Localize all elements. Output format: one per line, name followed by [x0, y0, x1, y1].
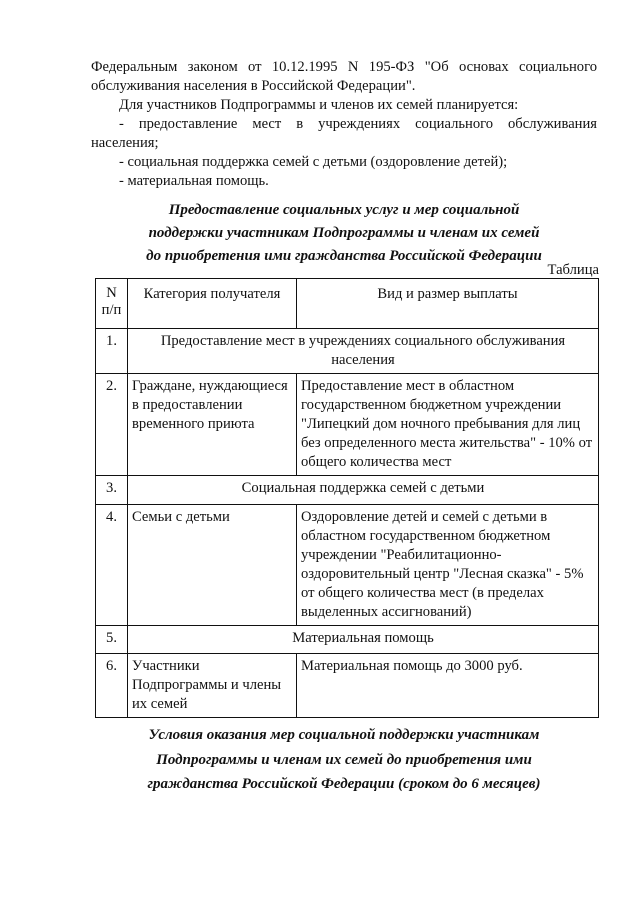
- table-section-row: [96, 329, 599, 374]
- row-num: 2.: [96, 374, 128, 476]
- category-cell: Семьи с детьми: [128, 505, 297, 626]
- row-num: 6.: [96, 654, 128, 718]
- intro-list-item: - социальная поддержка семей с детьми (оздоровление детей);: [119, 154, 508, 170]
- section-heading: [91, 199, 597, 268]
- intro-line: Для участников Подпрограммы и членов их семей планируется:: [119, 97, 519, 113]
- heading-line: Условия оказания мер социальной поддержки участникам: [148, 727, 540, 743]
- header-payment: Вид и размер выплаты: [297, 279, 599, 329]
- header-num-line: N: [106, 285, 117, 301]
- intro-list-item: - предоставление мест в учреждениях социального обслуживания: [119, 116, 597, 132]
- intro-line: населения;: [91, 135, 159, 151]
- table-row: [96, 374, 599, 476]
- payment-cell: Оздоровление детей и семей с детьми в областном государственном бюджетном учреждении "Реабилитационно-оздоровительный центр "Лесная сказка" - 5% от общего количества мест (в пределах выделенных ассигнований): [297, 505, 599, 626]
- section-cell: Материальная помощь: [128, 626, 599, 654]
- table-row: [96, 654, 599, 718]
- benefits-table: [95, 278, 599, 718]
- table-row: [96, 505, 599, 626]
- category-cell: Граждане, нуждающиеся в предоставлении временного приюта: [128, 374, 297, 476]
- row-num: 3.: [96, 476, 128, 505]
- heading-line: гражданства Российской Федерации (сроком до 6 месяцев): [147, 776, 541, 792]
- intro-line: Федеральным законом от 10.12.1995 N 195-ФЗ "Об основах социального: [91, 59, 597, 75]
- header-num-line: п/п: [101, 302, 122, 318]
- row-num: 4.: [96, 505, 128, 626]
- section-cell: [128, 329, 599, 374]
- intro-text: [91, 58, 597, 191]
- intro-list-item: - материальная помощь.: [119, 173, 269, 189]
- row-num: 1.: [96, 329, 128, 374]
- intro-line: обслуживания населения в Российской Федерации".: [91, 78, 416, 94]
- header-category: Категория получателя: [128, 279, 297, 329]
- section-cell: Социальная поддержка семей с детьми: [128, 476, 599, 505]
- payment-cell: Материальная помощь до 3000 руб.: [297, 654, 599, 718]
- table-section-row: [96, 626, 599, 654]
- row-num: 5.: [96, 626, 128, 654]
- heading-line: до приобретения ими гражданства Российской Федерации: [146, 248, 542, 264]
- heading-line: Подпрограммы и членам их семей до приобретения ими: [156, 751, 532, 768]
- header-num: [96, 279, 128, 329]
- table-header-row: [96, 279, 599, 329]
- section-heading: [91, 723, 597, 797]
- heading-line: поддержки участникам Подпрограммы и членам их семей: [148, 225, 540, 241]
- section-cell-line: населения: [331, 352, 395, 368]
- section-cell-line: Предоставление мест в учреждениях социального обслуживания: [160, 333, 566, 349]
- category-cell: Участники Подпрограммы и члены их семей: [128, 654, 297, 718]
- heading-line: Предоставление социальных услуг и мер социальной: [168, 202, 520, 218]
- payment-cell: Предоставление мест в областном государственном бюджетном учреждении "Липецкий дом ночного пребывания для лиц без определенного места жительства" - 10% от общего количества мест: [297, 374, 599, 476]
- table-caption: Таблица: [547, 262, 599, 278]
- table-section-row: [96, 476, 599, 505]
